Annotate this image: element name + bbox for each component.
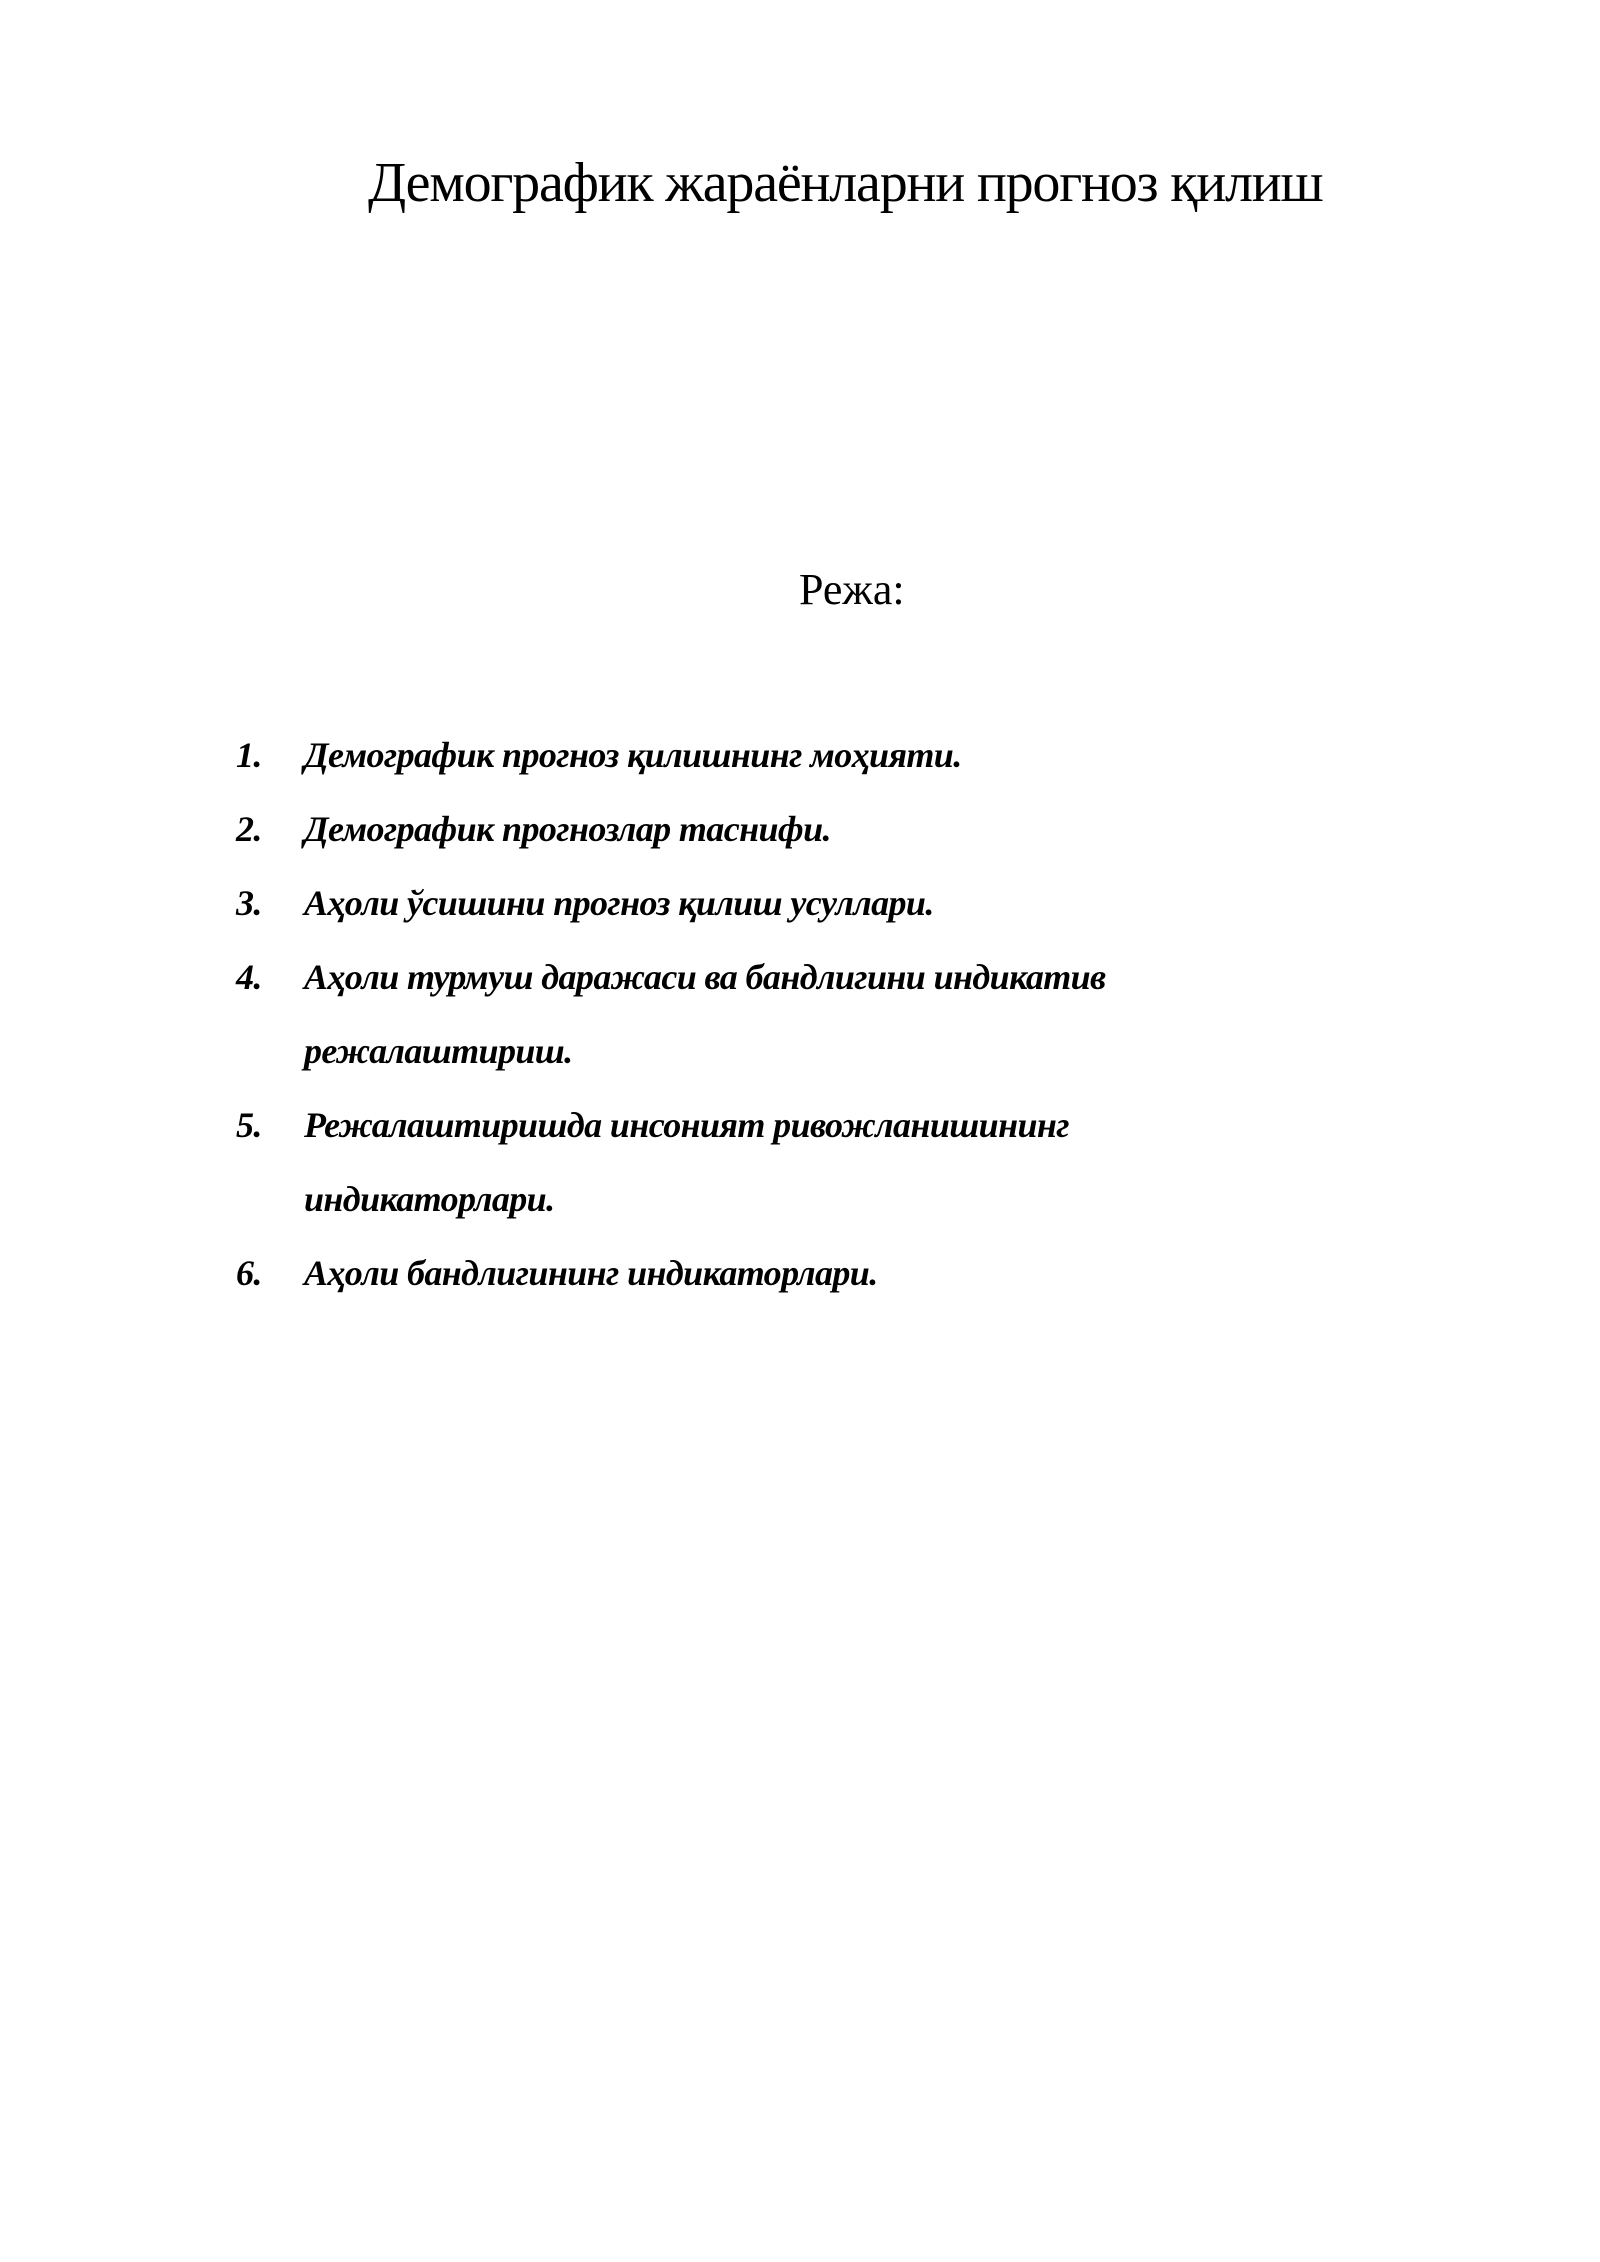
plan-item-number: 2. [236,809,262,849]
plan-heading: Режа: [799,565,905,614]
plan-list [236,718,1356,1310]
plan-item-number: 1. [236,735,262,775]
plan-item-number: 6. [236,1253,262,1293]
plan-item-text: Аҳоли ўсишини прогноз қилиш усуллари. [304,883,934,923]
plan-item-text: Аҳоли турмуш даражаси ва бандлигини индикатив режалаштириш. [304,957,1106,1071]
plan-item-text: Демографик прогноз қилишнинг моҳияти. [304,735,962,775]
plan-item-1 [236,718,1356,792]
plan-item-text: Аҳоли бандлигининг индикаторлари. [304,1253,878,1293]
plan-item-text: Демографик прогнозлар таснифи. [304,809,831,849]
plan-item-number: 5. [236,1105,262,1145]
plan-item-6 [236,1236,1356,1310]
plan-item-2 [236,792,1356,866]
plan-item-4 [236,940,1356,1088]
plan-item-number: 4. [236,957,262,997]
plan-item-3 [236,866,1356,940]
plan-item-text: Режалаштиришда инсоният ривожланишининг индикаторлари. [304,1105,1069,1219]
document-title: Демографик жараёнларни прогноз қилиш [368,152,1323,214]
plan-item-5 [236,1088,1356,1236]
plan-item-number: 3. [236,883,262,923]
